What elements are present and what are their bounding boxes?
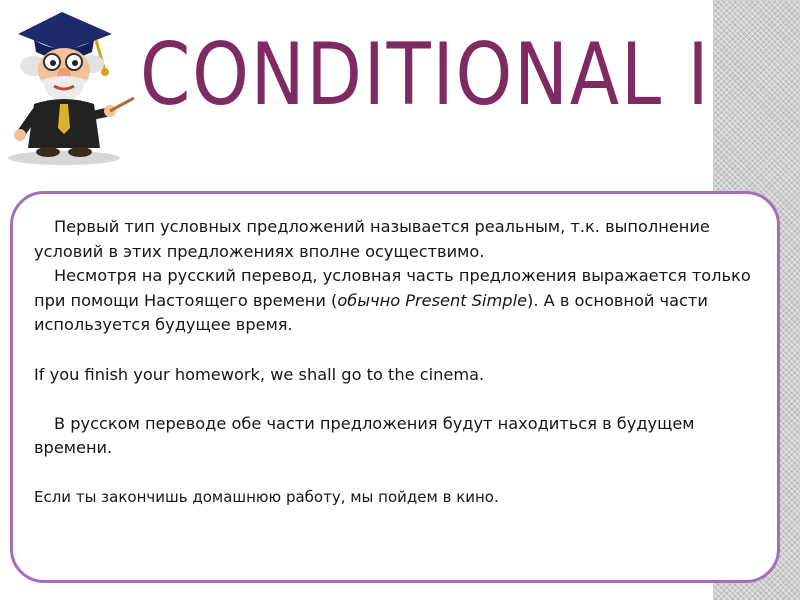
- card-text-block: [34, 215, 769, 510]
- paragraph-present-tense-lead: Несмотря на русский перевод, условная часть предложения выражается только при помощи Настоящего времени (: [34, 266, 751, 310]
- professor-mascot-image: [4, 8, 136, 168]
- slide-title: CONDITIONAL I: [140, 25, 711, 125]
- paragraph-present-tense-italic: обычно Present Simple: [337, 290, 528, 310]
- paragraph-present-tense: [34, 264, 769, 338]
- paragraph-future-translation: В русском переводе обе части предложения будут находиться в будущем времени.: [34, 413, 695, 458]
- example-russian: Если ты закончишь домашнюю работу, мы пойдем в кино.: [34, 487, 499, 506]
- paragraph-real-type: Первый тип условных предложений называется реальным, т.к. выполнение условий в этих предложениях вполне осуществимо.: [34, 217, 710, 261]
- paragraph-present-tense-tail: ). А в основной части используется будущее время.: [34, 290, 708, 335]
- example-english: If you finish your homework, we shall go to the cinema.: [34, 364, 485, 384]
